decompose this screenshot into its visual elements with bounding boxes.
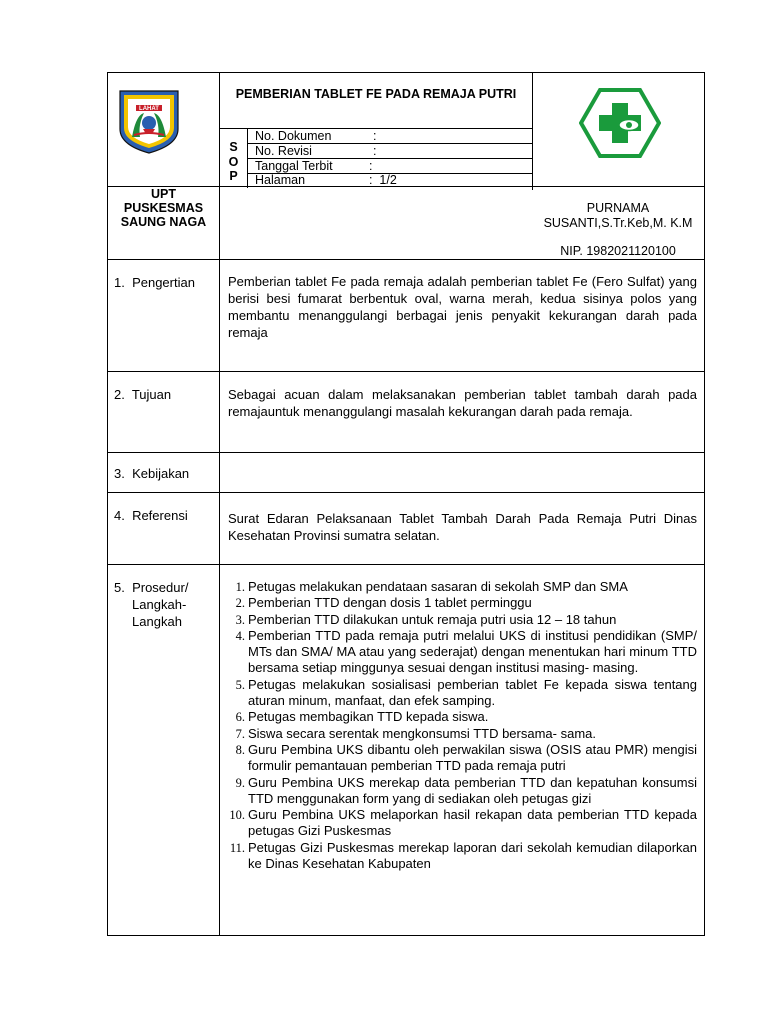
procedure-step: [224, 726, 697, 742]
step-number: 4.: [235, 628, 245, 643]
meta-label-halaman: Halaman: [255, 173, 306, 187]
step-number: 8.: [235, 742, 245, 757]
meta-value-no-revisi: :: [373, 144, 377, 158]
lahat-regency-logo: [114, 85, 184, 155]
step-text: Petugas membagikan TTD kepada siswa.: [248, 709, 489, 725]
section-text-pengertian: Pemberian tablet Fe pada remaja adalah pemberian tablet Fe (Fero Sulfat) yang berisi besi fumarat berbentuk oval, warna merah, kedua sisinya polos yang membantu menanggulangi berbagai jenis penyakit kekurangan darah pada remaja: [228, 274, 697, 340]
meta-label-no-dokumen: No. Dokumen: [255, 129, 332, 143]
step-text: Guru Pembina UKS dibantu oleh perwakilan siswa (OSIS atau PMR) mengisi formulir pemantauan pemberian TTD pada remaja putri: [248, 741, 697, 774]
step-text: Pemberian TTD dilakukan untuk remaja putri usia 12 – 18 tahun: [248, 611, 617, 627]
section-text-tujuan: Sebagai acuan dalam melaksanakan pemberian tablet tambah darah pada remajauntuk menanggulangi masalah kekurangan darah pada remaja.: [228, 387, 697, 419]
section-label-line: Langkah-: [114, 597, 187, 612]
step-number: 5.: [235, 677, 245, 692]
step-text: Pemberian TTD pada remaja putri melalui UKS di institusi pendidikan (SMP/ MTs dan SMA/ MA atau yang sederajat) dengan menentukan hari minum TTD bersama setiap minggunya sesuai dengan institusi masing- masing.: [248, 627, 697, 676]
procedure-step: [224, 612, 697, 628]
sop-letters: [220, 140, 247, 184]
step-text: Guru Pembina UKS melaporkan hasil rekapan data pemberian TTD kepada petugas Gizi Puskesmas: [248, 807, 697, 839]
column-divider: [219, 73, 220, 935]
section-text-referensi: Surat Edaran Pelaksanaan Tablet Tambah Darah Pada Remaja Putri Dinas Kesehatan Provinsi sumatra selatan.: [228, 511, 697, 543]
sop-document: [107, 72, 705, 936]
svg-text:LAHAT: LAHAT: [139, 106, 159, 112]
sop-letter: S: [229, 140, 238, 154]
step-number: 3.: [235, 612, 245, 627]
procedure-step: [224, 807, 697, 840]
row-divider: [108, 452, 704, 453]
procedure-step: [224, 677, 697, 710]
section-label-tujuan: 2. Tujuan: [114, 387, 172, 402]
step-text: Guru Pembina UKS merekap data pemberian TTD dan kepatuhan konsumsi TTD menggunakan form yang di sediakan oleh petugas gizi: [248, 774, 697, 806]
section-label-kebijakan: 3. Kebijakan: [114, 466, 190, 481]
step-text: Pemberian TTD dengan dosis 1 tablet perminggu: [248, 595, 532, 611]
meta-label-tanggal-terbit: Tanggal Terbit: [255, 159, 333, 173]
meta-value-tanggal-terbit: :: [369, 159, 373, 173]
step-number: 6.: [235, 710, 245, 725]
step-number: 7.: [235, 726, 245, 741]
procedure-step: [224, 742, 697, 775]
section-label-line: 5. Prosedur/: [114, 580, 189, 595]
row-divider: [108, 259, 704, 260]
procedure-steps-list: [224, 579, 697, 872]
procedure-step: [224, 628, 697, 677]
sop-letter: O: [228, 154, 239, 169]
row-divider: [108, 492, 704, 493]
page-title: PEMBERIAN TABLET FE PADA REMAJA PUTRI: [235, 87, 517, 101]
section-label-referensi: 4. Referensi: [114, 508, 188, 523]
health-cross-logo: [579, 87, 661, 159]
meta-label-no-revisi: No. Revisi: [255, 144, 312, 158]
step-text: Siswa secara serentak mengkonsumsi TTD bersama- sama.: [248, 725, 596, 741]
section-label-pengertian: 1. Pengertian: [114, 275, 195, 290]
row-divider: [108, 564, 704, 565]
sop-letter: P: [229, 169, 238, 183]
step-text: Petugas melakukan pendataan sasaran di sekolah SMP dan SMA: [248, 579, 628, 594]
signatory-nip: NIP. 1982021120100: [560, 244, 676, 258]
procedure-steps: [224, 579, 697, 872]
step-number: 2.: [235, 596, 245, 611]
step-text: Petugas Gizi Puskesmas merekap laporan dari sekolah kemudian dilaporkan ke Dinas Kesehatan Kabupaten: [248, 839, 697, 872]
step-number: 1.: [235, 580, 245, 594]
procedure-step: [224, 579, 697, 595]
step-number: 10.: [229, 808, 245, 823]
step-text: Petugas melakukan sosialisasi pemberian tablet Fe kepada siswa tentang aturan minum, manfaat, dan efek samping.: [248, 676, 697, 709]
signatory-name: PURNAMA SUSANTI,S.Tr.Keb,M. K.M: [543, 201, 693, 230]
procedure-step: [224, 840, 697, 873]
meta-value-halaman: : 1/2: [369, 173, 397, 187]
header-right-divider: [532, 73, 533, 190]
procedure-step: [224, 595, 697, 611]
section-label-line: Langkah: [114, 614, 182, 629]
unit-name: UPT PUSKESMAS SAUNG NAGA: [120, 187, 207, 229]
step-number: 11.: [229, 840, 245, 855]
row-divider: [108, 371, 704, 372]
step-number: 9.: [235, 775, 245, 790]
procedure-step: [224, 709, 697, 725]
section-label-prosedur: [114, 579, 188, 630]
procedure-step: [224, 775, 697, 808]
meta-value-no-dokumen: :: [373, 129, 377, 143]
